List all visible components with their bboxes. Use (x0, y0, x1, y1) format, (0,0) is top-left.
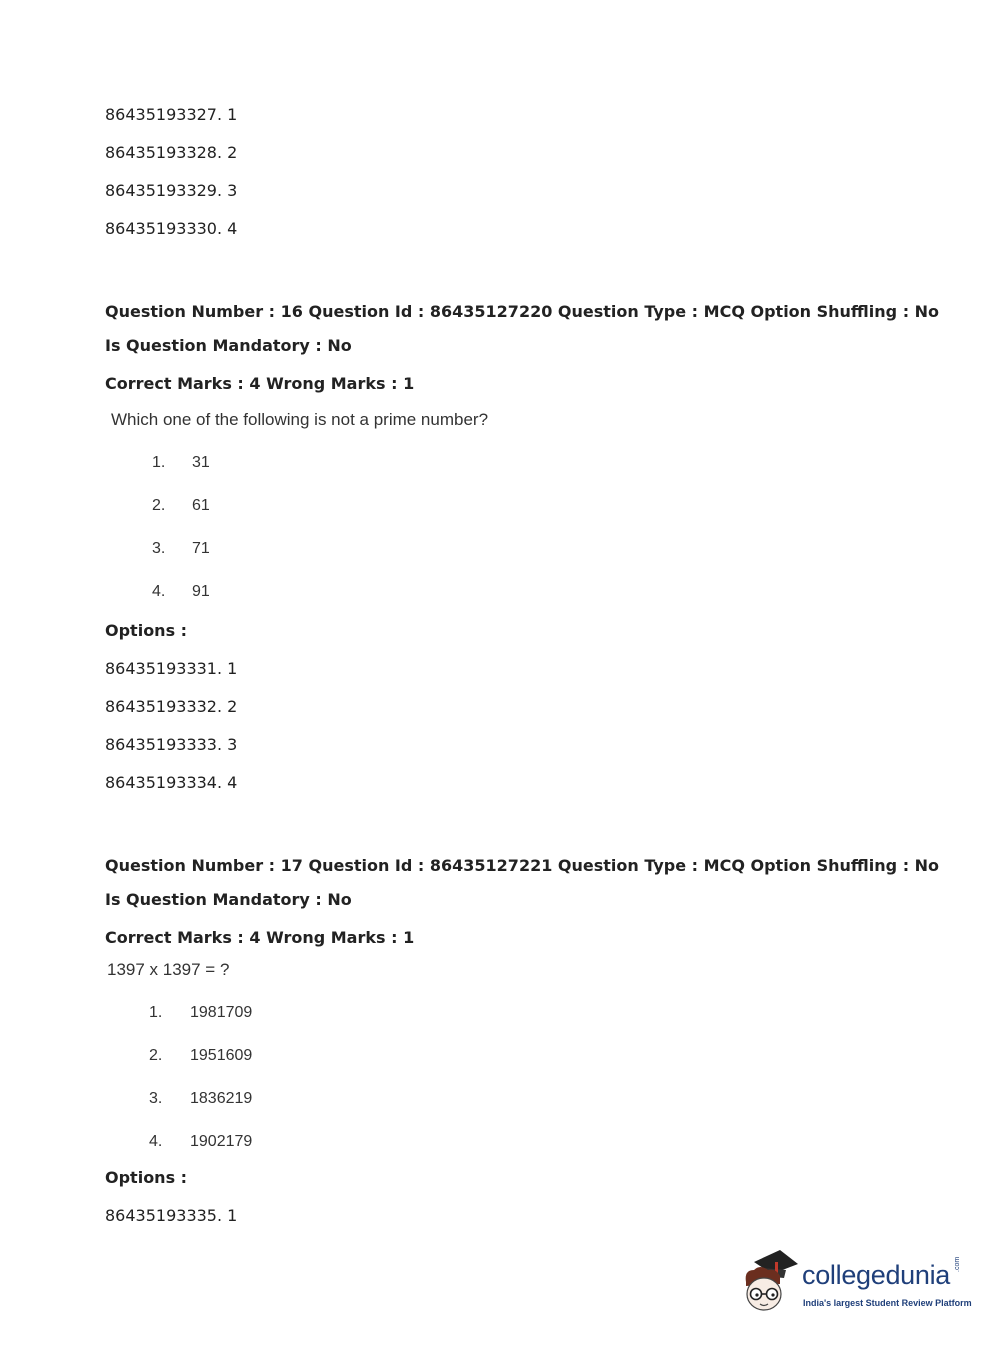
options-label: Options : (105, 621, 188, 640)
choice-number: 2. (149, 1047, 163, 1064)
question-mandatory: Is Question Mandatory : No (105, 890, 352, 909)
choice-number: 1. (152, 454, 166, 471)
option-id-line: 86435193327. 1 (105, 105, 238, 124)
option-id-line: 86435193335. 1 (105, 1206, 238, 1225)
choice-value: 1951609 (190, 1047, 253, 1064)
question-marks: Correct Marks : 4 Wrong Marks : 1 (105, 374, 415, 393)
option-id-line: 86435193329. 3 (105, 181, 238, 200)
answer-choice (152, 497, 210, 515)
logo-wordmark: collegedunia (802, 1260, 951, 1290)
choice-number: 1. (149, 1004, 163, 1021)
option-id-line: 86435193330. 4 (105, 219, 238, 238)
options-label: Options : (105, 1168, 188, 1187)
choice-value: 71 (192, 540, 210, 557)
question-text: 1397 x 1397 = ? (107, 960, 230, 979)
answer-choice (149, 1004, 252, 1022)
question-mandatory: Is Question Mandatory : No (105, 336, 352, 355)
question-header: Question Number : 16 Question Id : 86435127220 Question Type : MCQ Option Shuffling : No (105, 302, 940, 321)
mascot-icon (740, 1248, 802, 1320)
choice-number: 4. (152, 583, 166, 600)
option-id-line: 86435193328. 2 (105, 143, 238, 162)
answer-choice (149, 1133, 252, 1151)
logo-domain: .com (954, 1256, 961, 1272)
option-id-line: 86435193331. 1 (105, 659, 238, 678)
option-id-line: 86435193334. 4 (105, 773, 238, 792)
logo-tagline: India's largest Student Review Platform (803, 1298, 972, 1308)
answer-choice (149, 1047, 252, 1065)
choice-value: 31 (192, 454, 210, 471)
collegedunia-logo (740, 1248, 975, 1320)
question-header: Question Number : 17 Question Id : 86435127221 Question Type : MCQ Option Shuffling : No (105, 856, 940, 875)
question-text: Which one of the following is not a prime number? (111, 410, 489, 429)
choice-number: 3. (149, 1090, 163, 1107)
choice-value: 61 (192, 497, 210, 514)
answer-choice (152, 540, 210, 558)
option-id-line: 86435193332. 2 (105, 697, 238, 716)
choice-number: 2. (152, 497, 166, 514)
choice-value: 1902179 (190, 1133, 253, 1150)
choice-value: 1836219 (190, 1090, 253, 1107)
choice-number: 4. (149, 1133, 163, 1150)
answer-choice (149, 1090, 252, 1108)
choice-value: 1981709 (190, 1004, 253, 1021)
question-marks: Correct Marks : 4 Wrong Marks : 1 (105, 928, 415, 947)
choice-number: 3. (152, 540, 166, 557)
option-id-line: 86435193333. 3 (105, 735, 238, 754)
answer-choice (152, 454, 210, 472)
choice-value: 91 (192, 583, 210, 600)
answer-choice (152, 583, 210, 601)
